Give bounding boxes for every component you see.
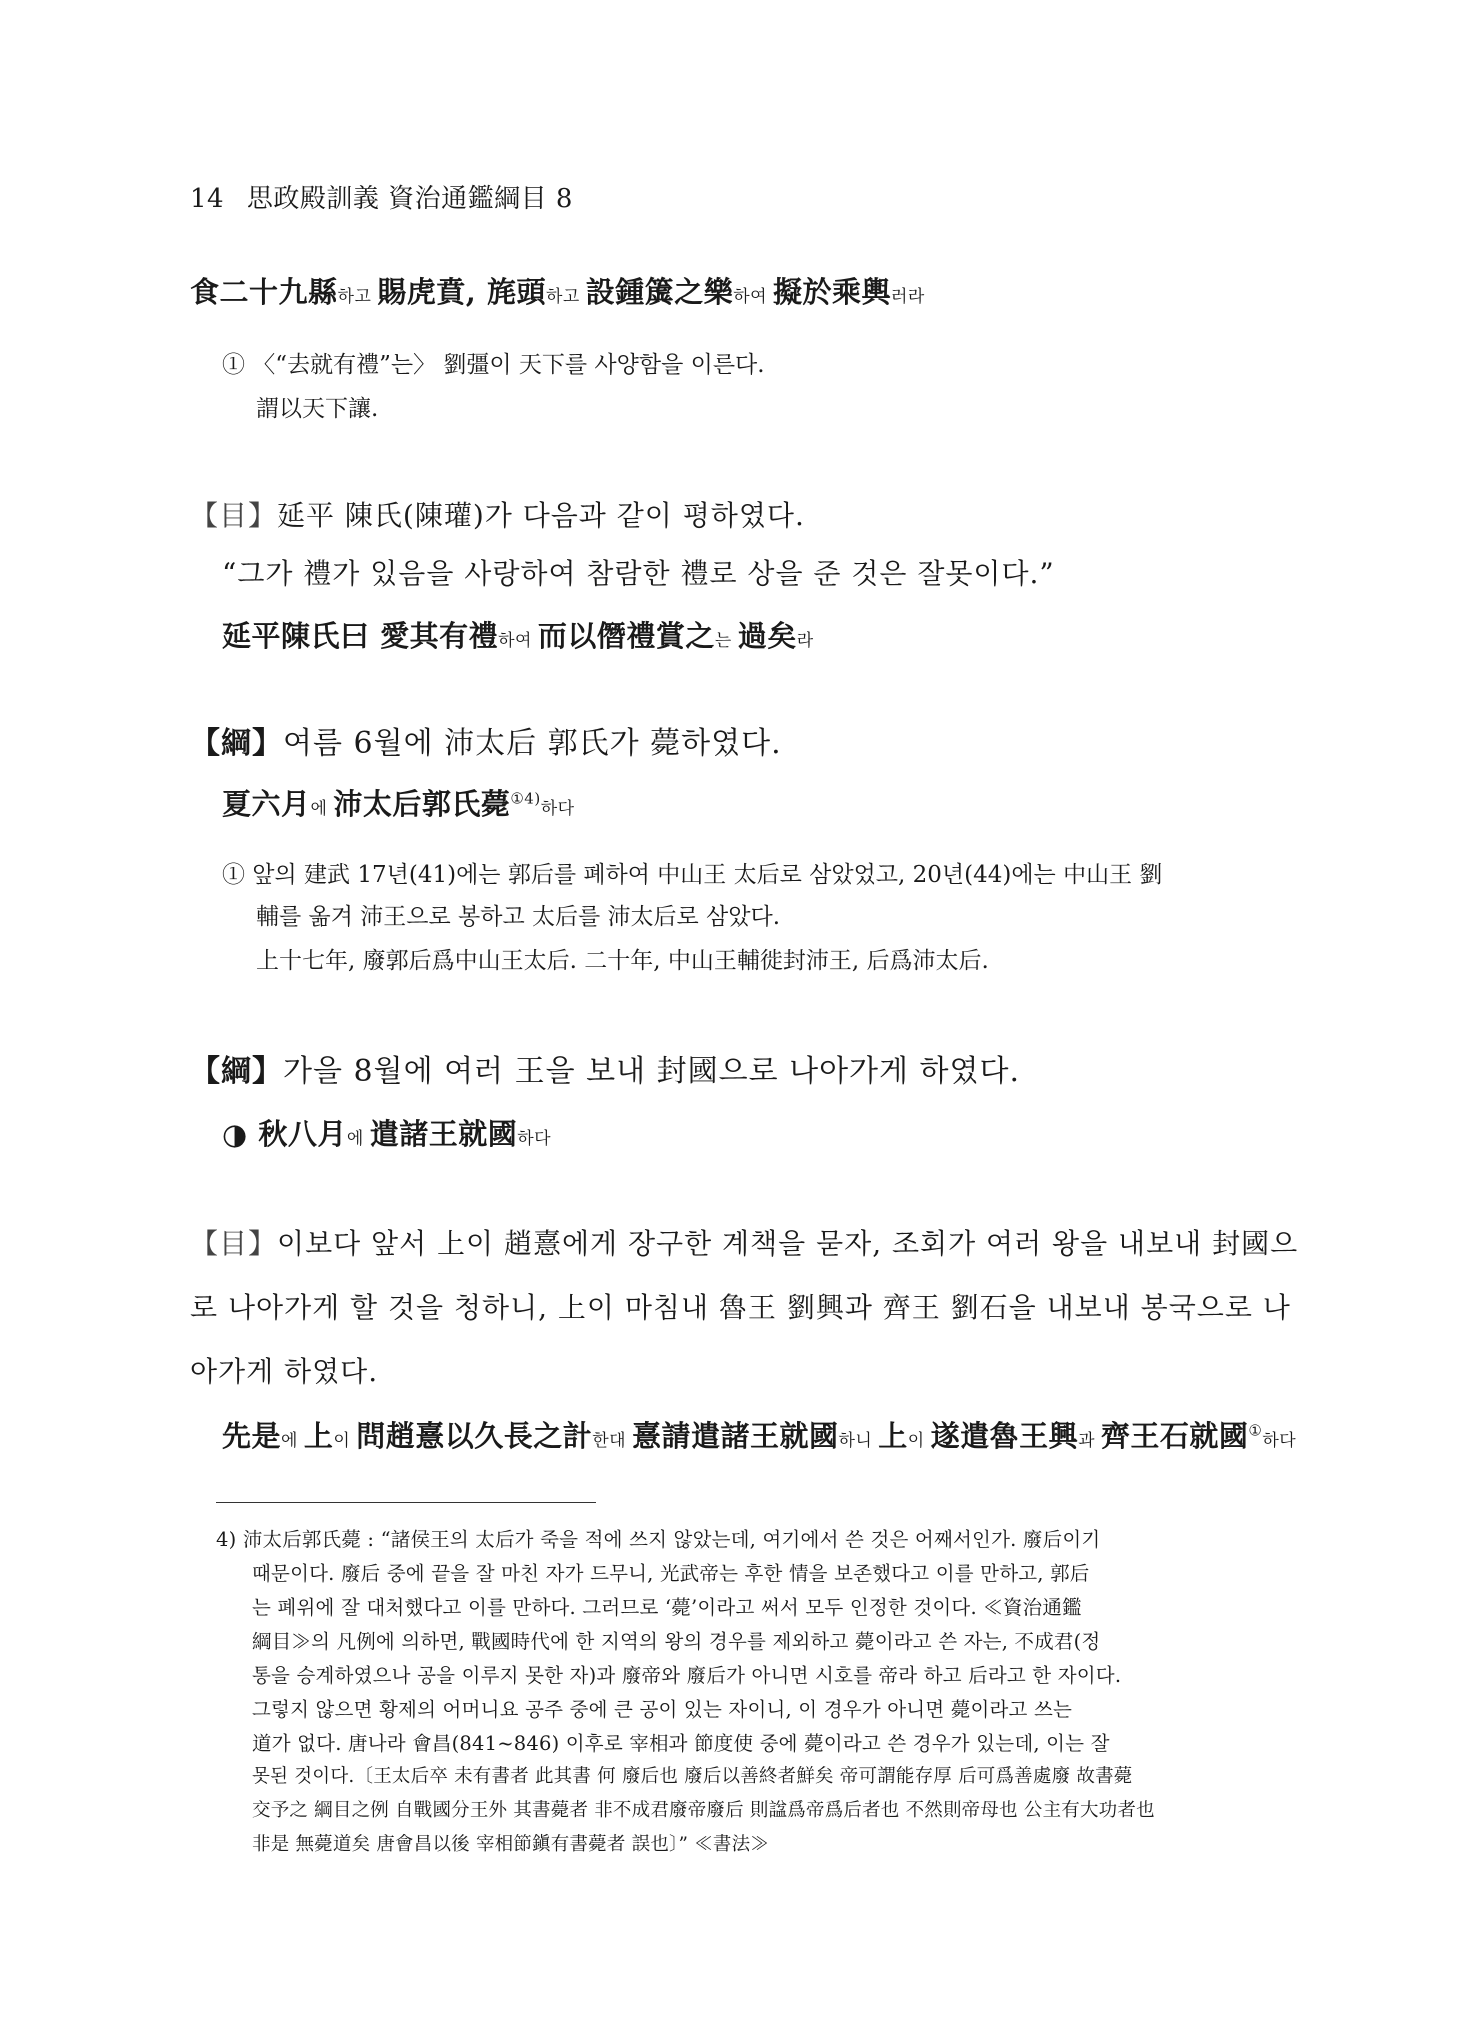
hanmun-segment: 沛太后郭氏薨 — [333, 787, 511, 821]
particle: 는 — [714, 631, 738, 651]
footnote-line: 그렇지 않으면 황제의 어머니요 공주 중에 큰 공이 있는 자이니, 이 경우가 아니면 薨이라고 쓰는 — [252, 1698, 1073, 1721]
particle: 에 — [346, 1129, 370, 1149]
particle: 하다 — [1262, 1431, 1297, 1451]
hanmun-segment: 擬於乘輿 — [772, 275, 891, 309]
page-header — [190, 178, 573, 215]
section-tag-gang: 【綱】 — [190, 1054, 283, 1089]
korean-text: 여름 6월에 沛太后 郭氏가 薨하였다. — [283, 726, 782, 761]
particle: 이 — [907, 1431, 931, 1451]
note-line: 上十七年, 廢郭后爲中山王太后. 二十年, 中山王輔徙封沛王, 后爲沛太后. — [256, 948, 989, 974]
particle: 에 — [281, 1431, 304, 1451]
particle: 하니 — [838, 1431, 879, 1451]
footnote-line: 交予之 綱目之例 自戰國分王外 其書薨者 非不成君廢帝廢后 則諡爲帝爲后者也 不然則帝母也 公主有大功者也 — [252, 1800, 1155, 1821]
commentary-line-1 — [190, 1222, 1298, 1262]
hanmun-line-1 — [190, 270, 925, 311]
particle: 하고 — [545, 287, 586, 307]
particle: 과 — [1078, 1431, 1101, 1451]
commentary-line-3: 아가게 하였다. — [190, 1355, 379, 1388]
particle: 하고 — [337, 287, 378, 307]
note-line: ① 〈“去就有禮”는〉 劉彊이 天下를 사양함을 이른다. — [222, 352, 765, 378]
footnote-divider — [216, 1502, 596, 1503]
note-line: 謂以天下讓. — [256, 396, 379, 422]
hanmun-segment: 過矣 — [737, 619, 797, 653]
hanmun-segment: 夏六月 — [222, 787, 311, 821]
section-tag-mok: 【目】 — [190, 499, 278, 532]
book-title: 思政殿訓義 資治通鑑綱目 8 — [246, 184, 573, 214]
footnote-line: 道가 없다. 唐나라 會昌(841~846) 이후로 宰相과 節度使 중에 薨이라고 쓴 경우가 있는데, 이는 잘 — [252, 1732, 1110, 1755]
particle: 하다 — [517, 1129, 552, 1149]
korean-text: 이보다 앞서 上이 趙憙에게 장구한 계책을 묻자, 조회가 여러 왕을 내보내 封國으 — [277, 1227, 1299, 1260]
hanmun-segment: 上 — [303, 1419, 334, 1453]
hanmun-segment: 問趙憙以久長之計 — [356, 1419, 593, 1453]
commentary-heading — [190, 494, 805, 534]
hanmun-segment: ◑ 秋八月 — [222, 1117, 347, 1151]
footnote-line: 는 폐위에 잘 대처했다고 이를 만하다. 그러므로 ‘薨’이라고 써서 모두 인정한 것이다. ≪資治通鑑 — [252, 1596, 1082, 1619]
hanmun-segment: 賜虎賁, 旄頭 — [377, 275, 546, 309]
footnote-line: 綱目≫의 凡例에 의하면, 戰國時代에 한 지역의 왕의 경우를 제외하고 薨이라고 쓴 자는, 不成君(정 — [252, 1630, 1101, 1653]
footnote-line: 못된 것이다.〔王太后卒 未有書者 此其書 何 廢后也 廢后以善終者鮮矣 帝可謂能存厚 后可爲善處廢 故書薨 — [252, 1766, 1133, 1787]
hanmun-segment: 先是 — [222, 1419, 282, 1453]
footnote-line: 통을 승계하였으나 공을 이루지 못한 자)과 廢帝와 廢后가 아니면 시호를 帝라 하고 后라고 한 자이다. — [252, 1664, 1122, 1687]
particle: 라 — [796, 631, 814, 651]
particle: 하여 — [498, 631, 538, 651]
particle: 에 — [310, 799, 334, 819]
hanmun-segment: 遣諸王就國 — [369, 1117, 518, 1151]
note-line: ① 앞의 建武 17년(41)에는 郭后를 폐하여 中山王 太后로 삼았었고, 20년(44)에는 中山王 劉 — [222, 862, 1163, 888]
footnote-ref[interactable]: ①4) — [510, 789, 541, 808]
section-tag-gang: 【綱】 — [190, 726, 283, 761]
korean-quote: “그가 禮가 있음을 사랑하여 참람한 禮로 상을 준 것은 잘못이다.” — [222, 557, 1055, 590]
hanmun-line-3 — [222, 782, 575, 823]
korean-text: 延平 陳氏(陳瓘)가 다음과 같이 평하였다. — [277, 499, 805, 532]
hanmun-segment: 設鍾簴之樂 — [585, 275, 734, 309]
hanmun-segment: 上 — [878, 1419, 908, 1453]
hanmun-segment: 憙請遣諸王就國 — [631, 1419, 839, 1453]
footnote-line: 非是 無薨道矣 唐會昌以後 宰相節鎭有書薨者 誤也〕” ≪書法≫ — [252, 1834, 770, 1855]
hanmun-line-5 — [222, 1414, 1296, 1455]
note-line: 輔를 옮겨 沛王으로 봉하고 太后를 沛太后로 삼았다. — [256, 904, 781, 930]
hanmun-segment: 齊王石就國 — [1100, 1419, 1249, 1453]
note-ref[interactable]: ① — [1248, 1421, 1263, 1440]
particle: 하여 — [733, 287, 773, 307]
hanmun-line-2 — [222, 614, 814, 655]
gang-heading-1 — [190, 718, 782, 762]
hanmun-segment: 而以僭禮賞之 — [537, 619, 715, 653]
particle: 러라 — [891, 287, 925, 307]
particle: 한대 — [592, 1431, 632, 1451]
commentary-line-2: 로 나아가게 할 것을 청하니, 上이 마침내 魯王 劉興과 齊王 劉石을 내보내 봉국으로 나 — [190, 1291, 1291, 1324]
korean-text: 가을 8월에 여러 王을 보내 封國으로 나아가게 하였다. — [283, 1054, 1021, 1089]
page-number: 14 — [190, 184, 225, 214]
hanmun-segment: 遂遣魯王興 — [930, 1419, 1079, 1453]
particle: 이 — [333, 1431, 357, 1451]
section-tag-mok: 【目】 — [190, 1227, 278, 1260]
footnote-line: 때문이다. 廢后 중에 끝을 잘 마친 자가 드무니, 光武帝는 후한 情을 보존했다고 이를 만하고, 郭后 — [252, 1562, 1090, 1585]
hanmun-segment: 食二十九縣 — [190, 275, 338, 309]
particle: 하다 — [540, 799, 575, 819]
gang-heading-2 — [190, 1046, 1020, 1090]
hanmun-line-4 — [222, 1112, 551, 1153]
footnote-line: 4) 沛太后郭氏薨 : “諸侯王의 太后가 죽을 적에 쓰지 않았는데, 여기에서 쓴 것은 어째서인가. 廢后이기 — [216, 1528, 1101, 1551]
hanmun-segment: 延平陳氏曰 愛其有禮 — [222, 619, 499, 653]
